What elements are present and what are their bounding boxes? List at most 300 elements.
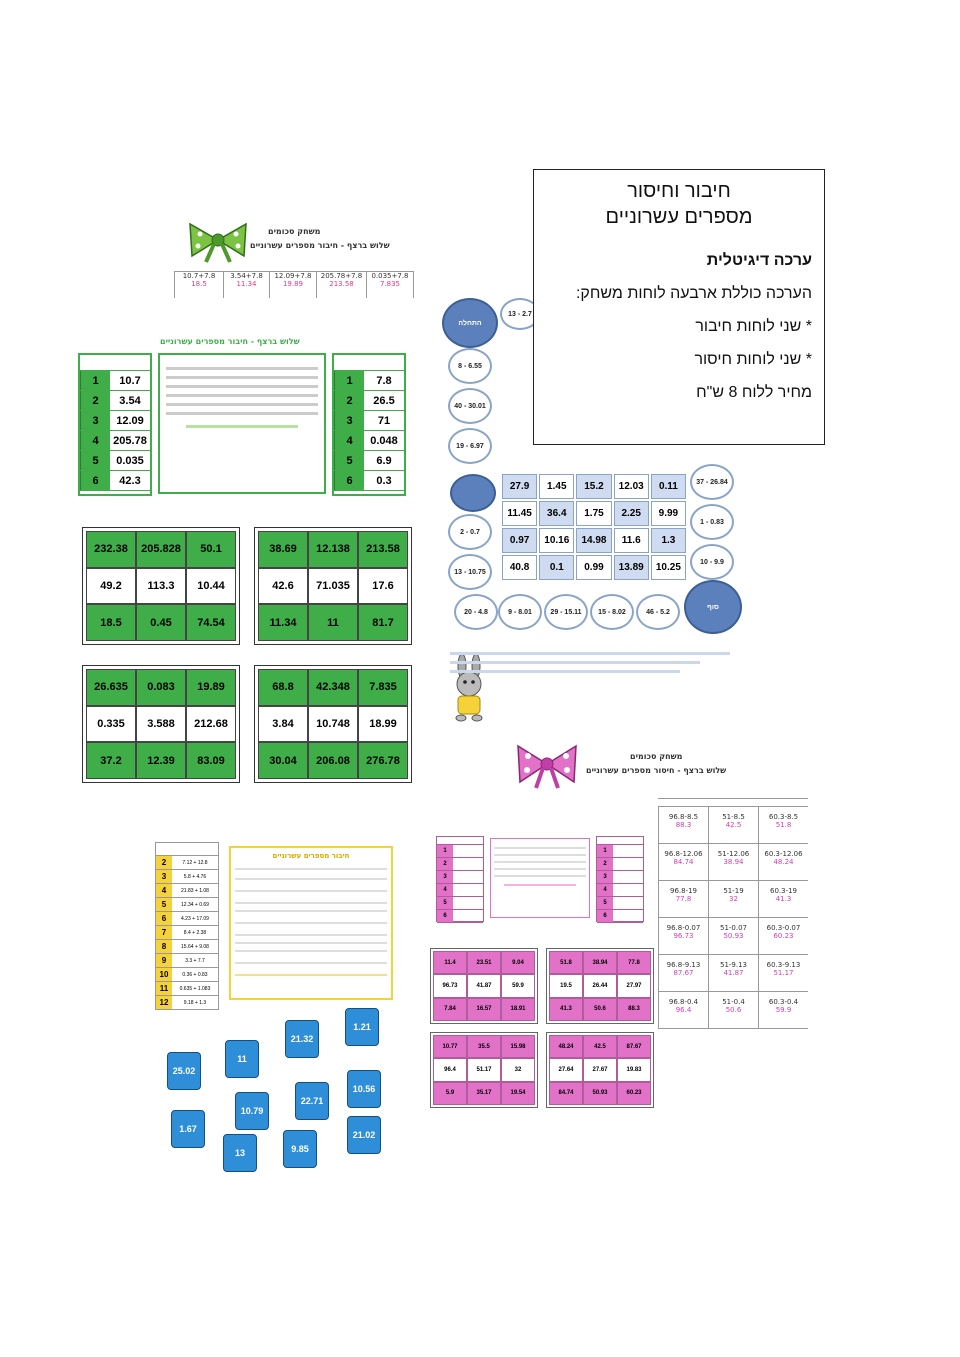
number-row: [437, 910, 483, 923]
exercise-text: 60.3-0.4: [768, 998, 799, 1006]
grid-cell: 51.8: [549, 951, 583, 974]
path-step: 46 - 5.2: [636, 594, 680, 630]
answer-cell: [658, 881, 708, 917]
number-row: [437, 897, 483, 910]
grid-cell: 10.25: [651, 555, 686, 580]
grid-cell: 10.77: [433, 1035, 467, 1058]
grid-cell: 77.8: [617, 951, 651, 974]
grid-cell: 11.45: [502, 501, 537, 526]
grid-cell: 35.5: [467, 1035, 501, 1058]
row-index: 11: [156, 982, 172, 995]
row-value-blank: [453, 910, 483, 922]
grid-cell: 19.89: [186, 669, 236, 706]
grid-cell: 40.8: [502, 555, 537, 580]
board-addition-green: [78, 215, 418, 810]
row-index: 6: [334, 471, 364, 490]
grid-cell: 96.73: [433, 974, 467, 997]
path-step: 1 - 0.83: [690, 504, 734, 540]
row-index: 1: [334, 371, 364, 390]
row-exercise: 0.36 + 0.83: [182, 971, 208, 978]
grid-cell: 10.748: [308, 706, 358, 743]
exercise-row: [155, 884, 219, 898]
table-bottom: [658, 1028, 808, 1029]
exercise-text: 96.8-12.06: [664, 850, 703, 858]
exercise-text: 51-19: [723, 887, 744, 895]
pink-grid-3: [430, 1032, 538, 1108]
grid-body: [549, 951, 651, 1021]
row-index: 3: [334, 411, 364, 430]
row-index: 5: [334, 451, 364, 470]
answer-cell: [708, 992, 758, 1028]
row-value: 205.78: [110, 431, 150, 450]
game-grid-4: [254, 665, 412, 783]
grid-cell: 35.17: [467, 1082, 501, 1105]
exercise-text: 60.3-0.07: [766, 924, 801, 932]
path-stop: [450, 474, 496, 512]
row-index: 5: [156, 898, 172, 911]
exercise-row: [155, 982, 219, 996]
book-icon: 21.02: [347, 1116, 381, 1154]
answer-cell: [708, 807, 758, 843]
board2-instruction-lines: [450, 648, 730, 673]
grid-cell: 19.83: [617, 1058, 651, 1081]
grid-cell: 0.99: [576, 555, 611, 580]
right-number-column: [332, 353, 406, 496]
grid-cell: 9.04: [501, 951, 535, 974]
grid-cell: 38.69: [258, 531, 308, 568]
grid-cell: 36.4: [539, 501, 574, 526]
grid-cell: 19.5: [549, 974, 583, 997]
exercise-row: [155, 926, 219, 940]
book-icon: 1.67: [171, 1110, 205, 1148]
row-index: 1: [80, 371, 110, 390]
grid-body: [433, 1035, 535, 1105]
row-index: 5: [80, 451, 110, 470]
row-index: 7: [156, 926, 172, 939]
answer-value: 77.8: [675, 895, 692, 903]
row-value-blank: [613, 871, 643, 883]
row-index: 1: [437, 845, 453, 857]
exercise-strip: [174, 271, 414, 298]
answer-value: 41.87: [723, 969, 744, 977]
grid-cell: 17.6: [358, 568, 408, 605]
answer-row: [658, 880, 808, 917]
table-header: [658, 798, 808, 806]
answer-value: 87.67: [673, 969, 694, 977]
grid-cell: 11: [308, 604, 358, 641]
grid-cell: 37.2: [86, 742, 136, 779]
grid-body: [258, 531, 408, 641]
row-index: 6: [156, 912, 172, 925]
row-value: 71: [364, 411, 404, 430]
number-row: [80, 371, 150, 391]
grid-cell: 23.51: [467, 951, 501, 974]
grid-cell: 232.38: [86, 531, 136, 568]
board-subtraction-pink: [430, 740, 810, 1160]
grid-cell: 41.87: [467, 974, 501, 997]
answer-cell: [758, 955, 808, 991]
row-value: 0.035: [110, 451, 150, 470]
answer-cell: [758, 918, 808, 954]
row-index: 2: [334, 391, 364, 410]
row-index: 5: [597, 897, 613, 909]
path-step: 10 - 9.9: [690, 544, 734, 580]
pink-bow-icon: [514, 742, 580, 790]
row-index: 3: [80, 411, 110, 430]
path-step: 9 - 8.01: [498, 594, 542, 630]
row-value: 42.3: [110, 471, 150, 490]
number-row: [597, 858, 643, 871]
number-row: [437, 858, 483, 871]
row-value-blank: [613, 845, 643, 857]
row-value: 10.7: [110, 371, 150, 390]
row-value-blank: [453, 845, 483, 857]
grid-cell: 88.3: [617, 998, 651, 1021]
grid-cell: 11.34: [258, 604, 308, 641]
answer-cell: [658, 955, 708, 991]
grid-cell: 113.3: [136, 568, 186, 605]
path-step: 40 - 30.01: [448, 388, 492, 424]
info-line: הערכה כוללת ארבעה לוחות משחק:: [575, 285, 812, 302]
answer-value: 96.73: [673, 932, 694, 940]
grid-cell: 83.09: [186, 742, 236, 779]
exercise-row: [155, 940, 219, 954]
grid-cell: 12.03: [614, 474, 649, 499]
number-row: [80, 471, 150, 491]
number-row: [597, 845, 643, 858]
answer-cell: [708, 881, 758, 917]
grid-cell: 50.93: [583, 1082, 617, 1105]
grid-cell: 0.11: [651, 474, 686, 499]
path-step: 2 - 0.7: [448, 514, 492, 550]
number-row: [597, 884, 643, 897]
row-index: 2: [437, 858, 453, 870]
number-row: [80, 451, 150, 471]
answer-value: 38.94: [723, 858, 744, 866]
path-step: 29 - 15.11: [544, 594, 588, 630]
grid-cell: 11.6: [614, 528, 649, 553]
grid-body: [258, 669, 408, 779]
row-value-blank: [613, 897, 643, 909]
grid-cell: 12.39: [136, 742, 186, 779]
row-index: 3: [597, 871, 613, 883]
grid-cell: 26.44: [583, 974, 617, 997]
row-index: 2: [597, 858, 613, 870]
grid-cell: 9.99: [651, 501, 686, 526]
left-number-column: [78, 353, 152, 496]
grid-cell: 18.91: [501, 998, 535, 1021]
grid-cell: 16.57: [467, 998, 501, 1021]
row-value: 0.3: [364, 471, 404, 490]
pink-left-column: [436, 836, 484, 922]
exercise-row: [155, 954, 219, 968]
book-icon: 22.71: [295, 1082, 329, 1120]
book-icon: 1.21: [345, 1008, 379, 1046]
grid-cell: 27.9: [502, 474, 537, 499]
row-index: 2: [80, 391, 110, 410]
grid-cell: 18.5: [86, 604, 136, 641]
row-exercise: 4.23 + 17.09: [181, 915, 209, 922]
grid-cell: 96.4: [433, 1058, 467, 1081]
answer-cell: [658, 992, 708, 1028]
book-icon: 9.85: [283, 1130, 317, 1168]
game-grid-2: [254, 527, 412, 645]
number-row: [597, 871, 643, 884]
info-line: * שני לוחות חיסור: [694, 351, 812, 368]
grid-cell: 84.74: [549, 1082, 583, 1105]
yellow-instructions-box: [229, 846, 393, 1000]
grid-cell: 0.97: [502, 528, 537, 553]
path-step: 19 - 6.97: [448, 428, 492, 464]
row-value: 3.54: [110, 391, 150, 410]
grid-cell: 0.083: [136, 669, 186, 706]
info-box: [533, 169, 825, 445]
grid-cell: 38.94: [583, 951, 617, 974]
grid-cell: 15.98: [501, 1035, 535, 1058]
exercise-text: 96.8-9.13: [666, 961, 701, 969]
exercise-text: 51-12.06: [717, 850, 750, 858]
grid-body: [549, 1035, 651, 1105]
exercise-row: [155, 968, 219, 982]
grid-cell: 49.2: [86, 568, 136, 605]
row-value: 26.5: [364, 391, 404, 410]
row-value-blank: [453, 871, 483, 883]
row-index: 6: [597, 910, 613, 922]
number-row: [334, 471, 404, 491]
answer-cell: [758, 992, 808, 1028]
grid-cell: 12.138: [308, 531, 358, 568]
answer-value: 60.23: [773, 932, 794, 940]
row-value-blank: [453, 897, 483, 909]
book-icon: 25.02: [167, 1052, 201, 1090]
exercise-text: 60.3-9.13: [766, 961, 801, 969]
column-header: [597, 837, 643, 845]
answer-value: 51.17: [773, 969, 794, 977]
grid-cell: 30.04: [258, 742, 308, 779]
grid-cell: 26.635: [86, 669, 136, 706]
grid-cell: 60.23: [617, 1082, 651, 1105]
grid-cell: 59.9: [501, 974, 535, 997]
product-title-line1: חיבור וחיסור: [627, 180, 731, 202]
grid-cell: 1.75: [576, 501, 611, 526]
answer-value: 50.93: [723, 932, 744, 940]
info-line: מחיר ללוח 8 ש"ח: [696, 384, 812, 401]
grid-body: [433, 951, 535, 1021]
row-exercise: 8.4 + 2.38: [183, 929, 207, 936]
grid-cell: 0.45: [136, 604, 186, 641]
answer-cell: [758, 844, 808, 880]
grid-body: [502, 474, 686, 580]
path-start: התחלה: [442, 298, 498, 348]
grid-cell: 1.45: [539, 474, 574, 499]
grid-cell: 212.68: [186, 706, 236, 743]
book-icon: 21.32: [285, 1020, 319, 1058]
answer-row: [658, 806, 808, 843]
grid-cell: 7.835: [358, 669, 408, 706]
exercise-row: [155, 912, 219, 926]
row-index: 10: [156, 968, 172, 981]
row-index: 2: [156, 856, 172, 869]
path-step: 8 - 6.55: [448, 348, 492, 384]
grid-cell: 206.08: [308, 742, 358, 779]
row-index: 8: [156, 940, 172, 953]
board3-title: חיבור מספרים עשרוניים: [272, 852, 350, 860]
book-icon: 13: [223, 1134, 257, 1172]
path-step: 37 - 26.84: [690, 464, 734, 500]
exercise-row: [155, 856, 219, 870]
exercise-cell: 10.7+7.8 18.5: [174, 272, 223, 298]
product-heading: ערכה דיגיטלית: [706, 252, 812, 269]
number-row: [334, 391, 404, 411]
exercise-text: 60.3-12.06: [764, 850, 803, 858]
pink-instructions-box: [490, 838, 590, 918]
path-end: סוף: [684, 580, 742, 634]
exercise-text: 60.3-19: [769, 887, 798, 895]
instructions-box: [158, 353, 326, 494]
row-index: 4: [334, 431, 364, 450]
exercise-cell: 205.78+7.8 213.58: [316, 272, 366, 298]
number-row: [597, 910, 643, 923]
row-index: 4: [156, 884, 172, 897]
exercise-row: [155, 996, 219, 1010]
grid-cell: 213.58: [358, 531, 408, 568]
grid-cell: 3.84: [258, 706, 308, 743]
board-addition-books: [155, 842, 395, 1192]
row-index: 5: [437, 897, 453, 909]
grid-cell: 0.1: [539, 555, 574, 580]
grid-cell: 48.24: [549, 1035, 583, 1058]
grid-cell: 42.6: [258, 568, 308, 605]
answer-cell: [708, 844, 758, 880]
board4-title1: משחק סכומים: [630, 752, 683, 761]
number-row: [437, 845, 483, 858]
exercise-cell: 0.035+7.8 7.835: [366, 272, 414, 298]
row-index: 6: [80, 471, 110, 490]
exercise-text: 96.8-19: [669, 887, 698, 895]
exercise-text: 96.8-8.5: [668, 813, 699, 821]
grid-cell: 81.7: [358, 604, 408, 641]
grid-cell: 51.17: [467, 1058, 501, 1081]
number-row: [597, 897, 643, 910]
grid-cell: 11.4: [433, 951, 467, 974]
grid-cell: 71.035: [308, 568, 358, 605]
exercise-text: 60.3-8.5: [768, 813, 799, 821]
grid-cell: 10.44: [186, 568, 236, 605]
answer-value: 59.9: [775, 1006, 792, 1014]
number-row: [334, 451, 404, 471]
path-step: 13 - 2.7: [500, 298, 540, 330]
grid-cell: 19.54: [501, 1082, 535, 1105]
answer-value: 84.74: [673, 858, 694, 866]
answer-value: 48.24: [773, 858, 794, 866]
exercise-cell: 3.54+7.8 11.34: [223, 272, 269, 298]
grid-cell: 276.78: [358, 742, 408, 779]
grid-cell: 68.8: [258, 669, 308, 706]
grid-cell: 13.89: [614, 555, 649, 580]
answer-cell: [708, 918, 758, 954]
row-index: 12: [156, 996, 172, 1009]
answer-cell: [658, 844, 708, 880]
board1-title1: משחק סכומים: [268, 227, 321, 236]
row-index: 1: [597, 845, 613, 857]
grid-cell: 27.64: [549, 1058, 583, 1081]
board1-title2: שלוש ברצף - חיבור מספרים עשרוניים: [250, 241, 390, 250]
row-exercise: 0.635 + 1.083: [179, 985, 211, 992]
answer-cell: [758, 881, 808, 917]
grid-body: [86, 531, 236, 641]
column-header: [437, 837, 483, 845]
answer-value: 32: [729, 895, 738, 903]
number-row: [334, 371, 404, 391]
answer-row: [658, 843, 808, 880]
row-value: 6.9: [364, 451, 404, 470]
grid-cell: 205.828: [136, 531, 186, 568]
answer-value: 51.8: [775, 821, 792, 829]
yellow-exercise-table: [155, 842, 219, 1010]
row-exercise: 12.34 + 0.69: [181, 901, 209, 908]
row-exercise: 3.3 + 7.7: [185, 957, 205, 964]
row-value-blank: [613, 884, 643, 896]
path-step: 13 - 10.75: [448, 554, 492, 590]
grid-cell: 41.3: [549, 998, 583, 1021]
row-value: 7.8: [364, 371, 404, 390]
number-row: [80, 411, 150, 431]
row-exercise: 9.18 + 1.3: [183, 999, 207, 1006]
answer-value: 50.6: [725, 1006, 742, 1014]
grid-cell: 1.3: [651, 528, 686, 553]
answer-cell: [708, 955, 758, 991]
row-exercise: 15.64 + 9.08: [181, 943, 209, 950]
exercise-cell: 12.09+7.8 19.89: [269, 272, 316, 298]
book-icon: 10.79: [235, 1092, 269, 1130]
exercise-text: 96.8-0.07: [666, 924, 701, 932]
exercise-row: [155, 870, 219, 884]
answer-row: [658, 991, 808, 1028]
grid-cell: 10.16: [539, 528, 574, 553]
blue-game-grid: [502, 474, 686, 580]
row-value-blank: [613, 910, 643, 922]
grid-cell: 27.97: [617, 974, 651, 997]
row-exercise: 7.12 + 12.8: [182, 859, 208, 866]
number-row: [80, 391, 150, 411]
row-exercise: 21.83 + 1.08: [181, 887, 209, 894]
answer-cell: [658, 918, 708, 954]
row-index: 3: [437, 871, 453, 883]
answer-value: 42.5: [725, 821, 742, 829]
answer-row: [658, 917, 808, 954]
row-index: 4: [437, 884, 453, 896]
number-row: [437, 871, 483, 884]
book-icon: 11: [225, 1040, 259, 1078]
row-value-blank: [453, 884, 483, 896]
grid-cell: 42.348: [308, 669, 358, 706]
grid-cell: 87.67: [617, 1035, 651, 1058]
number-row: [334, 411, 404, 431]
pink-grid-1: [430, 948, 538, 1024]
pink-right-column: [596, 836, 644, 922]
board1-subtitle: שלוש ברצף - חיבור מספרים עשרוניים: [160, 337, 300, 346]
grid-cell: 50.6: [583, 998, 617, 1021]
book-icon: 10.56: [347, 1070, 381, 1108]
grid-cell: 14.98: [576, 528, 611, 553]
row-index: 4: [80, 431, 110, 450]
table-header: [155, 842, 219, 856]
answer-value: 96.4: [675, 1006, 692, 1014]
bow-icon: [186, 220, 250, 264]
answer-value: 88.3: [675, 821, 692, 829]
exercise-text: 51-0.4: [722, 998, 745, 1006]
grid-cell: 7.84: [433, 998, 467, 1021]
